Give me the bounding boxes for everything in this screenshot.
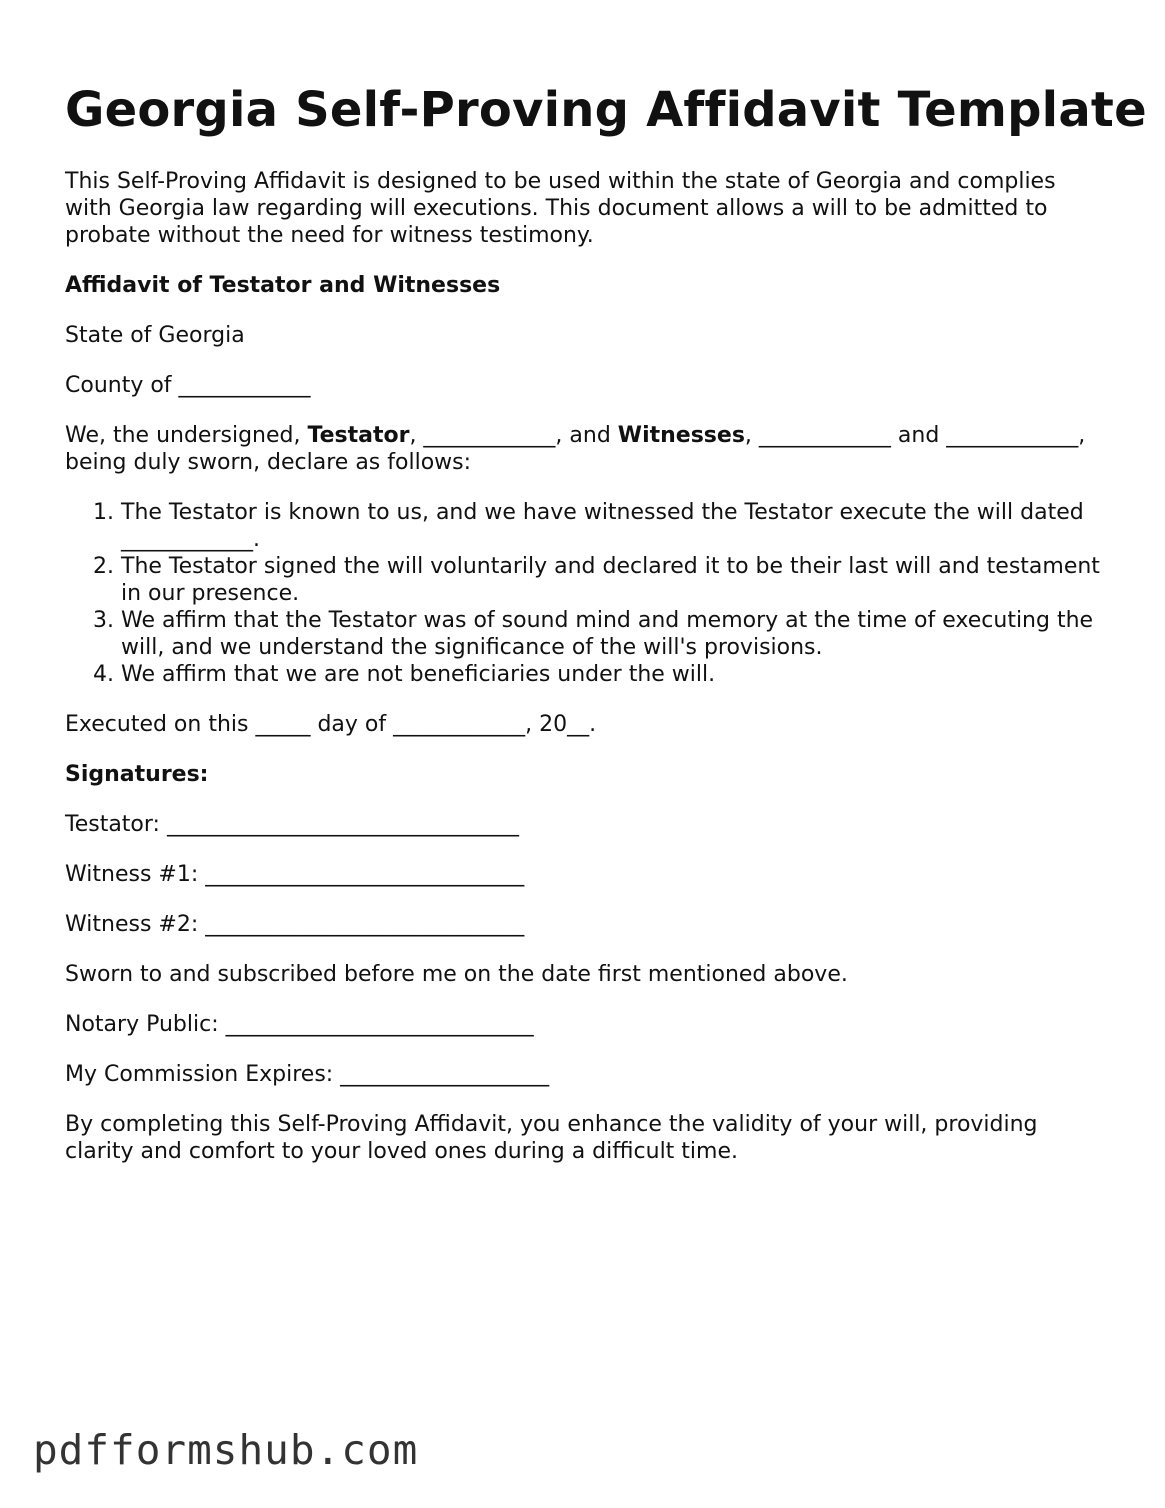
notary-signature-line: Notary Public: ____________________________ bbox=[65, 1012, 534, 1037]
document-title: Georgia Self-Proving Affidavit Template bbox=[65, 82, 1147, 138]
state-line: State of Georgia bbox=[65, 323, 245, 348]
list-item: 2. The Testator signed the will voluntarily and declared it to be their last will and testament in our presence. bbox=[121, 553, 1105, 607]
declarations-list bbox=[65, 499, 1105, 688]
sworn-line: Sworn to and subscribed before me on the date first mentioned above. bbox=[65, 962, 848, 987]
testator-label: Testator bbox=[307, 423, 410, 448]
declaration-paragraph bbox=[65, 422, 1105, 476]
declaration-text-2: , ____________, and bbox=[409, 423, 618, 448]
witness-2-signature-line: Witness #2: _____________________________ bbox=[65, 912, 525, 937]
closing-paragraph: By completing this Self-Proving Affidavit, you enhance the validity of your will, providing clarity and comfort to your loved ones during a difficult time. bbox=[65, 1112, 1038, 1164]
testator-signature-line: Testator: ________________________________ bbox=[65, 812, 519, 837]
witnesses-label: Witnesses bbox=[617, 423, 745, 448]
executed-line: Executed on this _____ day of ____________, 20__. bbox=[65, 712, 597, 737]
commission-expires-line: My Commission Expires: ___________________ bbox=[65, 1062, 550, 1087]
list-item: 4. We affirm that we are not beneficiaries under the will. bbox=[121, 661, 1105, 688]
watermark: pdfformshub.com bbox=[33, 1426, 419, 1474]
intro-paragraph: This Self-Proving Affidavit is designed to be used within the state of Georgia and complies with Georgia law regarding will executions. This document allows a will to be admitted to probate without the need for witness testimony. bbox=[65, 169, 1056, 248]
declaration-text-1: We, the undersigned, bbox=[65, 423, 308, 448]
witness-1-signature-line: Witness #1: _____________________________ bbox=[65, 862, 525, 887]
declaration-text-3: , ____________ and ____________, being duly sworn, declare as follows: bbox=[65, 423, 1086, 475]
document-page bbox=[65, 80, 1147, 1188]
signatures-heading: Signatures: bbox=[65, 762, 209, 787]
list-item: 1. The Testator is known to us, and we have witnessed the Testator execute the will dated ____________. bbox=[121, 499, 1105, 553]
section-heading: Affidavit of Testator and Witnesses bbox=[65, 273, 501, 298]
list-item: 3. We affirm that the Testator was of sound mind and memory at the time of executing the will, and we understand the significance of the will's provisions. bbox=[121, 607, 1105, 661]
county-line: County of ____________ bbox=[65, 373, 311, 398]
